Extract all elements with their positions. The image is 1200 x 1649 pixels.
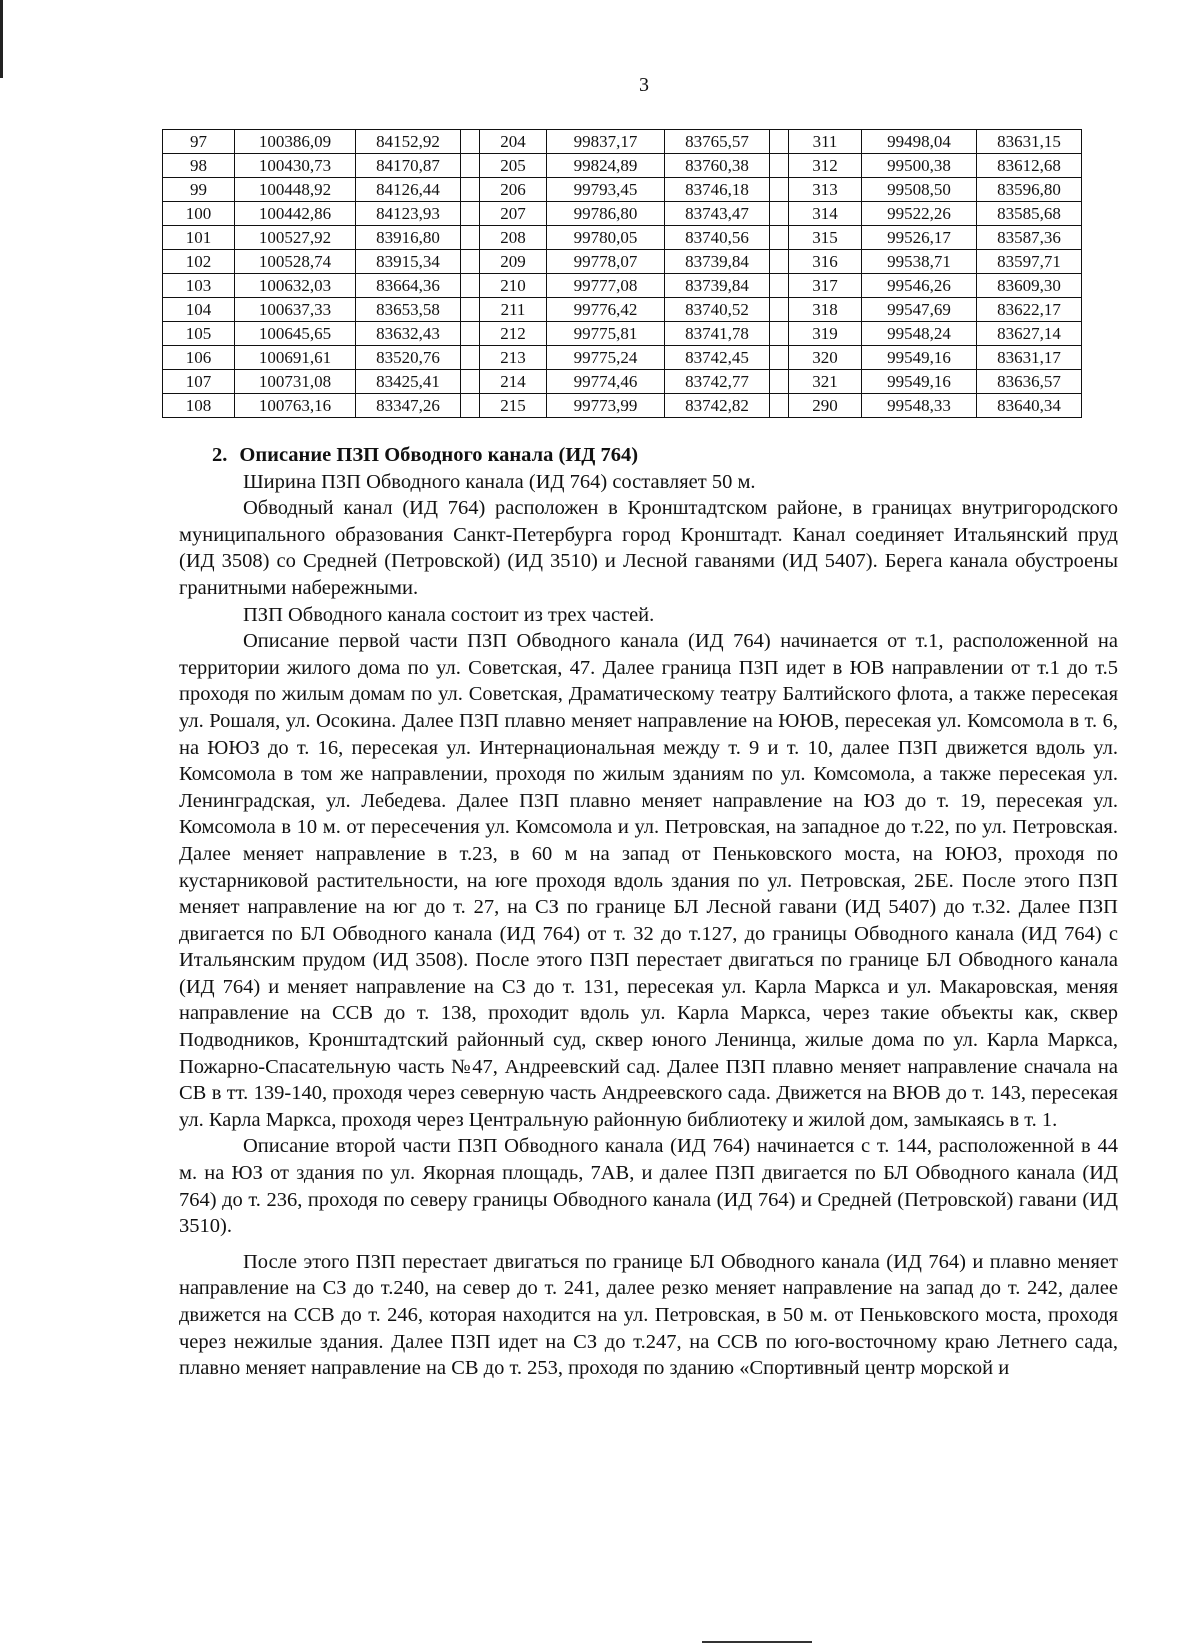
x-coordinate-cell: 99498,04 <box>862 130 977 154</box>
section-content <box>179 442 1118 1382</box>
table-spacer-cell <box>770 298 789 322</box>
section-heading <box>212 442 1118 469</box>
y-coordinate-cell: 83739,84 <box>665 250 770 274</box>
x-coordinate-cell: 99778,07 <box>547 250 665 274</box>
table-spacer-cell <box>770 202 789 226</box>
y-coordinate-cell: 83742,77 <box>665 370 770 394</box>
y-coordinate-cell: 83596,80 <box>977 178 1082 202</box>
footer-rule <box>702 1641 812 1643</box>
table-row <box>163 154 1082 178</box>
point-number-cell: 100 <box>163 202 235 226</box>
table-spacer-cell <box>461 130 480 154</box>
table-row <box>163 394 1082 418</box>
point-number-cell: 207 <box>480 202 547 226</box>
y-coordinate-cell: 84152,92 <box>356 130 461 154</box>
y-coordinate-cell: 83765,57 <box>665 130 770 154</box>
table-spacer-cell <box>461 178 480 202</box>
x-coordinate-cell: 99508,50 <box>862 178 977 202</box>
point-number-cell: 103 <box>163 274 235 298</box>
x-coordinate-cell: 99548,33 <box>862 394 977 418</box>
x-coordinate-cell: 99549,16 <box>862 370 977 394</box>
table-row <box>163 250 1082 274</box>
point-number-cell: 213 <box>480 346 547 370</box>
point-number-cell: 208 <box>480 226 547 250</box>
point-number-cell: 206 <box>480 178 547 202</box>
y-coordinate-cell: 83612,68 <box>977 154 1082 178</box>
x-coordinate-cell: 99549,16 <box>862 346 977 370</box>
y-coordinate-cell: 83636,57 <box>977 370 1082 394</box>
table-row <box>163 202 1082 226</box>
paragraph-width: Ширина ПЗП Обводного канала (ИД 764) составляет 50 м. <box>243 470 756 493</box>
table-spacer-cell <box>461 394 480 418</box>
point-number-cell: 209 <box>480 250 547 274</box>
table-row <box>163 226 1082 250</box>
table-spacer-cell <box>770 130 789 154</box>
table-spacer-cell <box>770 346 789 370</box>
point-number-cell: 313 <box>789 178 862 202</box>
y-coordinate-cell: 84126,44 <box>356 178 461 202</box>
y-coordinate-cell: 83520,76 <box>356 346 461 370</box>
paragraph-first-part: Описание первой части ПЗП Обводного канала (ИД 764) начинается от т.1, расположенной на территории жилого дома по ул. Советская, 47. Далее граница ПЗП идет в ЮВ направлении от т.1 до т.5 проходя по жилым домам по ул. Советская, Драматическому театру Балтийского флота, а также пересекая ул. Рошаля, ул. Осокина. Далее ПЗП плавно меняет направление на ЮЮВ, пересекая ул. Комсомола в т. 6, на ЮЮЗ до т. 16, пересекая ул. Интернациональная между т. 9 и т. 10, далее ПЗП движется вдоль ул. Комсомола в том же направлении, проходя по жилым зданиям по ул. Комсомола, а также пересекая ул. Ленинградская, ул. Лебедева. Далее ПЗП плавно меняет направление на ЮЗ до т. 19, пересекая ул. Комсомола в 10 м. от пересечения ул. Комсомола и ул. Петровская, на западное до т.22, по ул. Петровская. Далее меняет направление в т.23, в 60 м на запад от Пеньковского моста, на ЮЮЗ, проходя по кустарниковой растительности, на юге проходя вдоль здания по ул. Петровская, 2БЕ. После этого ПЗП меняет направление на юг до т. 27, на СЗ по границе БЛ Лесной гавани (ИД 5407) до т.32. Далее ПЗП двигается по БЛ Обводного канала (ИД 764) от т. 32 до т.127, до границы Обводного канала (ИД 764) с Итальянским прудом (ИД 3508). После этого ПЗП перестает двигаться по границе БЛ Обводного канала (ИД 764) и меняет направление на СЗ до т. 131, пересекая ул. Карла Маркса и ул. Макаровская, меняя направление на ССВ до т. 138, проходит вдоль ул. Карла Маркса, через такие объекты как, сквер Подводников, Кронштадтский районный суд, сквер юного Ленинца, жилые дома по ул. Карла Маркса, Пожарно-Спасательную часть №47, Андреевский сад. Далее ПЗП плавно меняет направление сначала на СВ в тт. 139-140, проходя через северную часть Андреевского сада. Движется на ВЮВ до т. 143, пересекая ул. Карла Маркса, проходя через Центральную районную библиотеку и жилой дом, замыкаясь в т. 1. <box>179 630 1118 1131</box>
x-coordinate-cell: 99777,08 <box>547 274 665 298</box>
y-coordinate-cell: 83347,26 <box>356 394 461 418</box>
x-coordinate-cell: 100528,74 <box>235 250 356 274</box>
y-coordinate-cell: 83425,41 <box>356 370 461 394</box>
x-coordinate-cell: 100763,16 <box>235 394 356 418</box>
point-number-cell: 104 <box>163 298 235 322</box>
point-number-cell: 214 <box>480 370 547 394</box>
table-row <box>163 346 1082 370</box>
table-spacer-cell <box>770 322 789 346</box>
x-coordinate-cell: 99546,26 <box>862 274 977 298</box>
table-spacer-cell <box>461 274 480 298</box>
x-coordinate-cell: 99500,38 <box>862 154 977 178</box>
y-coordinate-cell: 84170,87 <box>356 154 461 178</box>
y-coordinate-cell: 83742,82 <box>665 394 770 418</box>
x-coordinate-cell: 100632,03 <box>235 274 356 298</box>
x-coordinate-cell: 100430,73 <box>235 154 356 178</box>
y-coordinate-cell: 83746,18 <box>665 178 770 202</box>
y-coordinate-cell: 83739,84 <box>665 274 770 298</box>
paragraph-parts: ПЗП Обводного канала состоит из трех частей. <box>243 603 655 626</box>
point-number-cell: 212 <box>480 322 547 346</box>
point-number-cell: 311 <box>789 130 862 154</box>
table-row <box>163 322 1082 346</box>
x-coordinate-cell: 99526,17 <box>862 226 977 250</box>
point-number-cell: 98 <box>163 154 235 178</box>
coordinates-table <box>162 129 1082 418</box>
y-coordinate-cell: 83740,56 <box>665 226 770 250</box>
x-coordinate-cell: 100442,86 <box>235 202 356 226</box>
point-number-cell: 312 <box>789 154 862 178</box>
y-coordinate-cell: 83631,15 <box>977 130 1082 154</box>
point-number-cell: 290 <box>789 394 862 418</box>
table-row <box>163 370 1082 394</box>
point-number-cell: 319 <box>789 322 862 346</box>
page-number: 3 <box>639 74 649 96</box>
y-coordinate-cell: 83664,36 <box>356 274 461 298</box>
x-coordinate-cell: 100448,92 <box>235 178 356 202</box>
x-coordinate-cell: 99824,89 <box>547 154 665 178</box>
y-coordinate-cell: 83632,43 <box>356 322 461 346</box>
y-coordinate-cell: 83740,52 <box>665 298 770 322</box>
x-coordinate-cell: 99793,45 <box>547 178 665 202</box>
table-spacer-cell <box>461 226 480 250</box>
table-row <box>163 178 1082 202</box>
y-coordinate-cell: 83631,17 <box>977 346 1082 370</box>
point-number-cell: 318 <box>789 298 862 322</box>
table-spacer-cell <box>770 370 789 394</box>
point-number-cell: 108 <box>163 394 235 418</box>
table-spacer-cell <box>770 226 789 250</box>
x-coordinate-cell: 99774,46 <box>547 370 665 394</box>
table-spacer-cell <box>461 346 480 370</box>
table-row <box>163 130 1082 154</box>
x-coordinate-cell: 100691,61 <box>235 346 356 370</box>
point-number-cell: 204 <box>480 130 547 154</box>
table-spacer-cell <box>770 250 789 274</box>
point-number-cell: 314 <box>789 202 862 226</box>
section-title: Описание ПЗП Обводного канала (ИД 764) <box>239 444 639 466</box>
point-number-cell: 97 <box>163 130 235 154</box>
y-coordinate-cell: 83743,47 <box>665 202 770 226</box>
table-spacer-cell <box>461 298 480 322</box>
table-spacer-cell <box>770 394 789 418</box>
x-coordinate-cell: 100645,65 <box>235 322 356 346</box>
y-coordinate-cell: 83742,45 <box>665 346 770 370</box>
point-number-cell: 320 <box>789 346 862 370</box>
point-number-cell: 101 <box>163 226 235 250</box>
x-coordinate-cell: 99775,81 <box>547 322 665 346</box>
section-number: 2. <box>212 444 228 466</box>
x-coordinate-cell: 99522,26 <box>862 202 977 226</box>
y-coordinate-cell: 83609,30 <box>977 274 1082 298</box>
table-row <box>163 298 1082 322</box>
point-number-cell: 107 <box>163 370 235 394</box>
point-number-cell: 317 <box>789 274 862 298</box>
y-coordinate-cell: 83597,71 <box>977 250 1082 274</box>
point-number-cell: 106 <box>163 346 235 370</box>
table-spacer-cell <box>461 202 480 226</box>
y-coordinate-cell: 83915,34 <box>356 250 461 274</box>
y-coordinate-cell: 83760,38 <box>665 154 770 178</box>
y-coordinate-cell: 83587,36 <box>977 226 1082 250</box>
y-coordinate-cell: 84123,93 <box>356 202 461 226</box>
point-number-cell: 211 <box>480 298 547 322</box>
x-coordinate-cell: 99780,05 <box>547 226 665 250</box>
x-coordinate-cell: 100386,09 <box>235 130 356 154</box>
point-number-cell: 321 <box>789 370 862 394</box>
x-coordinate-cell: 99547,69 <box>862 298 977 322</box>
point-number-cell: 316 <box>789 250 862 274</box>
point-number-cell: 102 <box>163 250 235 274</box>
scan-edge-mark <box>0 0 3 78</box>
x-coordinate-cell: 99773,99 <box>547 394 665 418</box>
table-spacer-cell <box>461 154 480 178</box>
y-coordinate-cell: 83585,68 <box>977 202 1082 226</box>
x-coordinate-cell: 99548,24 <box>862 322 977 346</box>
paragraph-second-part: Описание второй части ПЗП Обводного канала (ИД 764) начинается с т. 144, расположенной в 44 м. на ЮЗ от здания по ул. Якорная площадь, 7АВ, и далее ПЗП двигается по БЛ Обводного канала (ИД 764) до т. 236, проходя по северу границы Обводного канала (ИД 764) и Средней (Петровской) гавани (ИД 3510). <box>179 1135 1118 1238</box>
table-spacer-cell <box>770 154 789 178</box>
y-coordinate-cell: 83741,78 <box>665 322 770 346</box>
y-coordinate-cell: 83916,80 <box>356 226 461 250</box>
table-spacer-cell <box>461 322 480 346</box>
x-coordinate-cell: 99776,42 <box>547 298 665 322</box>
paragraph-continuation: После этого ПЗП перестает двигаться по границе БЛ Обводного канала (ИД 764) и плавно меняет направление на СЗ до т.240, на север до т. 241, далее резко меняет направление на запад до т. 242, далее движется на ССВ до т. 246, которая находится на ул. Петровская, в 50 м. от Пеньковского моста, проходя через нежилые здания. Далее ПЗП идет на СЗ до т.247, на ССВ по юго-восточному краю Летнего сада, плавно меняет направление на СВ до т. 253, проходя по зданию «Спортивный центр морской и <box>179 1250 1118 1380</box>
point-number-cell: 315 <box>789 226 862 250</box>
point-number-cell: 210 <box>480 274 547 298</box>
x-coordinate-cell: 100527,92 <box>235 226 356 250</box>
paragraph-location: Обводный канал (ИД 764) расположен в Кронштадтском районе, в границах внутригородского муниципального образования Санкт-Петербурга город Кронштадт. Канал соединяет Итальянский пруд (ИД 3508) со Средней (Петровской) (ИД 3510) и Лесной гаванями (ИД 5407). Берега канала обустроены гранитными набережными. <box>179 497 1118 599</box>
x-coordinate-cell: 99837,17 <box>547 130 665 154</box>
table-spacer-cell <box>461 250 480 274</box>
x-coordinate-cell: 100637,33 <box>235 298 356 322</box>
point-number-cell: 99 <box>163 178 235 202</box>
x-coordinate-cell: 100731,08 <box>235 370 356 394</box>
point-number-cell: 105 <box>163 322 235 346</box>
point-number-cell: 215 <box>480 394 547 418</box>
point-number-cell: 205 <box>480 154 547 178</box>
y-coordinate-cell: 83640,34 <box>977 394 1082 418</box>
y-coordinate-cell: 83622,17 <box>977 298 1082 322</box>
y-coordinate-cell: 83627,14 <box>977 322 1082 346</box>
table-spacer-cell <box>770 178 789 202</box>
table-row <box>163 274 1082 298</box>
x-coordinate-cell: 99538,71 <box>862 250 977 274</box>
table-spacer-cell <box>770 274 789 298</box>
table-spacer-cell <box>461 370 480 394</box>
y-coordinate-cell: 83653,58 <box>356 298 461 322</box>
x-coordinate-cell: 99775,24 <box>547 346 665 370</box>
x-coordinate-cell: 99786,80 <box>547 202 665 226</box>
coordinates-table-body <box>163 130 1082 418</box>
